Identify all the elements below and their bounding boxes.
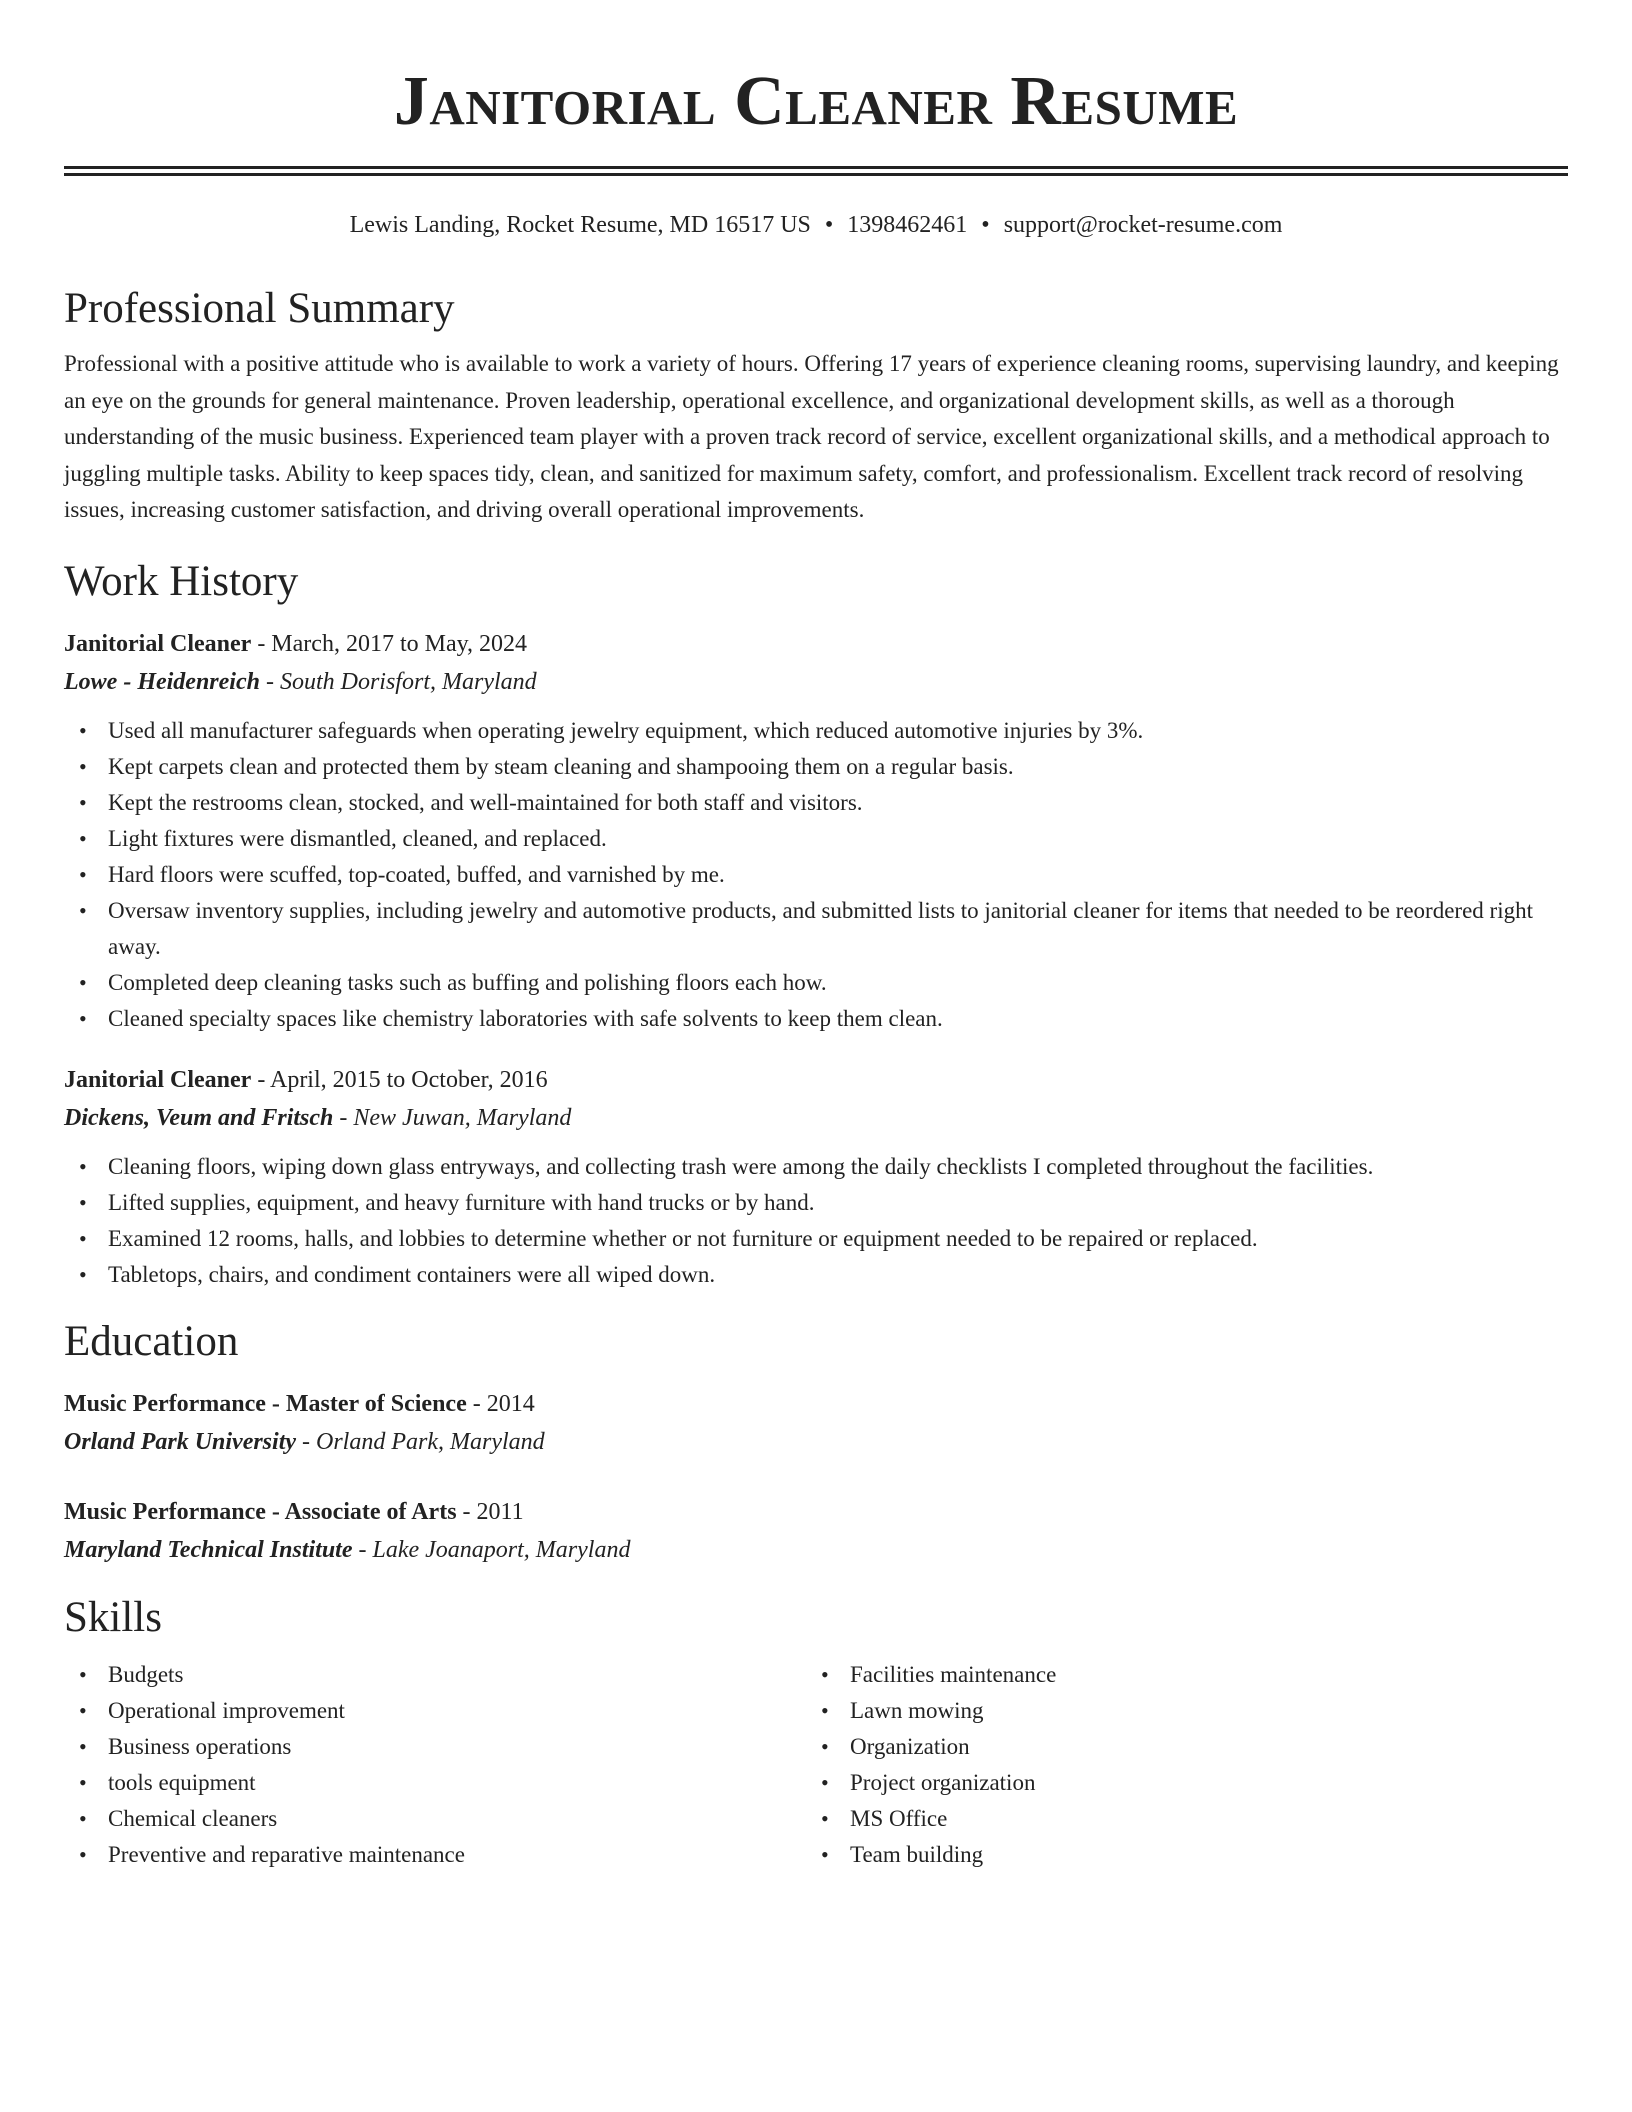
skill-item: • Budgets [108,1657,806,1693]
contact-separator: • [824,212,834,238]
education-location: - Orland Park, Maryland [296,1428,545,1455]
skill-item: • MS Office [850,1801,1566,1837]
contact-address: Lewis Landing, Rocket Resume, MD 16517 US [349,212,811,238]
list-item: • Kept carpets clean and protected them by steam cleaning and shampooing them on a regular basis. [108,749,1568,785]
job-employer [64,1099,1568,1137]
contact-phone: 1398462461 [847,212,968,238]
skills-column-left [64,1657,806,1873]
skills-column-right [806,1657,1566,1873]
contact-separator: • [981,212,990,238]
education-degree: Music Performance - Associate of Arts [64,1498,457,1525]
list-item: • Light fixtures were dismantled, cleaned, and replaced. [108,821,1568,857]
education-school: Maryland Technical Institute [64,1536,353,1563]
list-item: • Lifted supplies, equipment, and heavy furniture with hand trucks or by hand. [108,1185,1568,1221]
education-school-line [64,1423,1568,1461]
education-school-line [64,1531,1568,1569]
skill-item: • Lawn mowing [850,1693,1566,1729]
skills-grid [64,1657,1568,1873]
job-dates: - April, 2015 to October, 2016 [251,1066,548,1093]
skill-item: • tools equipment [108,1765,806,1801]
section-title-skills: Skills [64,1593,162,1641]
job-bullets [64,1149,1568,1293]
list-item: • Kept the restrooms clean, stocked, and well-maintained for both staff and visitors. [108,785,1568,821]
job-role: Janitorial Cleaner [64,1066,252,1093]
education-entry [64,1493,1568,1569]
list-item: • Completed deep cleaning tasks such as buffing and polishing floors each how. [108,965,1568,1001]
list-item: • Tabletops, chairs, and condiment containers were all wiped down. [108,1257,1568,1293]
education-header [64,1385,1568,1423]
education-entry [64,1385,1568,1461]
job-employer [64,663,1568,701]
job-entry [64,625,1568,1037]
summary-text: Professional with a positive attitude who is available to work a variety of hours. Offering 17 years of experience cleaning rooms, supervising laundry, and keeping an eye on the grounds for general maintenance. Proven leadership, operational excellence, and organizational development skills, as well as a thorough understanding of the music business. Experienced team player with a proven track record of service, excellent organizational skills, and a methodical approach to juggling multiple tasks. Ability to keep spaces tidy, clean, and sanitized for maximum safety, comfort, and professionalism. Excellent track record of resolving issues, increasing customer satisfaction, and driving overall operational improvements. [64,351,1559,522]
section-title-summary: Professional Summary [64,285,455,332]
skill-item: • Facilities maintenance [850,1657,1566,1693]
section-title-education: Education [64,1317,239,1365]
job-entry [64,1061,1568,1293]
skill-item: • Chemical cleaners [108,1801,806,1837]
job-location: - New Juwan, Maryland [333,1104,572,1131]
list-item: • Hard floors were scuffed, top-coated, buffed, and varnished by me. [108,857,1568,893]
title-double-rule [64,166,1568,176]
skill-item: • Operational improvement [108,1693,806,1729]
resume-title: Janitorial Cleaner Resume [393,63,1239,140]
list-item: • Cleaning floors, wiping down glass entryways, and collecting trash were among the daily checklists I completed throughout the facilities. [108,1149,1568,1185]
job-company: Lowe - Heidenreich [64,668,260,695]
education-degree: Music Performance - Master of Science [64,1390,467,1417]
skill-item: • Project organization [850,1765,1566,1801]
list-item: • Cleaned specialty spaces like chemistry laboratories with safe solvents to keep them clean. [108,1001,1568,1037]
job-header [64,625,1568,663]
job-dates: - March, 2017 to May, 2024 [251,630,528,657]
skill-item: • Team building [850,1837,1566,1873]
list-item: • Used all manufacturer safeguards when operating jewelry equipment, which reduced automotive injuries by 3%. [108,713,1568,749]
education-year: - 2014 [466,1390,535,1417]
contact-email: support@rocket-resume.com [1003,212,1283,238]
skill-item: • Business operations [108,1729,806,1765]
education-header [64,1493,1568,1531]
skill-item: • Preventive and reparative maintenance [108,1837,806,1873]
job-company: Dickens, Veum and Fritsch [64,1104,334,1131]
list-item: • Oversaw inventory supplies, including jewelry and automotive products, and submitted lists to janitorial cleaner for items that needed to be reordered right away. [108,893,1568,965]
education-location: - Lake Joanaport, Maryland [352,1536,631,1563]
job-location: - South Dorisfort, Maryland [259,668,537,695]
list-item: • Examined 12 rooms, halls, and lobbies to determine whether or not furniture or equipment needed to be repaired or replaced. [108,1221,1568,1257]
skill-item: • Organization [850,1729,1566,1765]
section-title-work-history: Work History [64,557,299,605]
job-role: Janitorial Cleaner [64,630,252,657]
education-school: Orland Park University [64,1428,297,1455]
job-bullets [64,713,1568,1037]
education-year: - 2011 [456,1498,524,1525]
job-header [64,1061,1568,1099]
contact-line [64,210,1568,240]
